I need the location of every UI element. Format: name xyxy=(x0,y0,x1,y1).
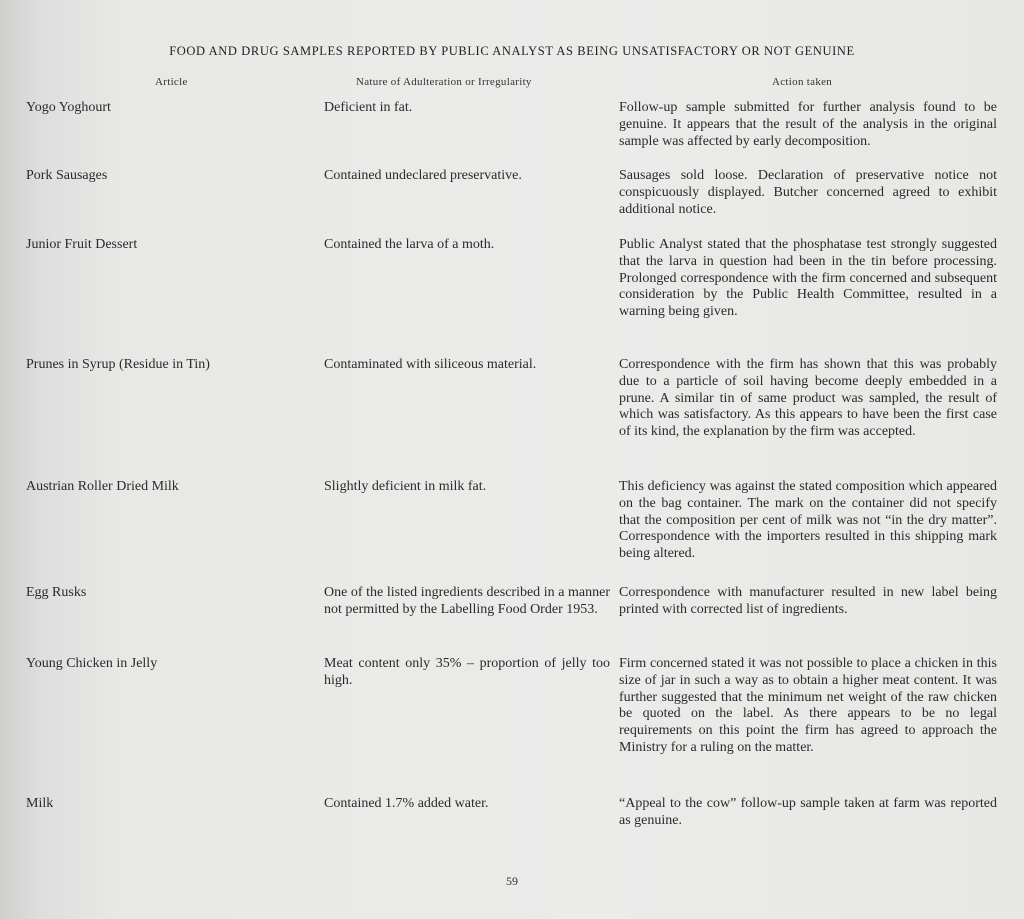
action-cell: Public Analyst stated that the phosphatase test strongly suggested that the larva in question had been in the tin before processing. Prolonged correspondence with the firm concerned and subsequent consideration by the Public Health Committee, resulted in a warning being given. xyxy=(619,237,997,320)
article-cell: Egg Rusks xyxy=(26,585,87,600)
nature-cell: Contained undeclared preservative. xyxy=(324,168,522,183)
column-header-action: Action taken xyxy=(772,76,833,88)
action-cell: Correspondence with the firm has shown that this was probably due to a particle of soil having become deeply embedded in a prune. A similar tin of same product was sampled, the result of which was satisfactory. As this appears to have been the first case of its kind, the explanation by the firm was accepted. xyxy=(619,357,997,440)
article-cell: Young Chicken in Jelly xyxy=(26,656,158,671)
column-header-article: Article xyxy=(155,76,188,88)
nature-cell: Contained 1.7% added water. xyxy=(324,796,489,811)
nature-cell: Contaminated with siliceous material. xyxy=(324,357,537,372)
article-cell: Austrian Roller Dried Milk xyxy=(26,479,179,494)
nature-cell: Deficient in fat. xyxy=(324,100,413,115)
article-cell: Junior Fruit Dessert xyxy=(26,237,138,252)
nature-cell: Slightly deficient in milk fat. xyxy=(324,479,487,494)
action-cell: Correspondence with manufacturer resulted in new label being printed with corrected list of ingredients. xyxy=(619,585,997,617)
article-cell: Yogo Yoghourt xyxy=(26,100,111,115)
action-cell: Follow-up sample submitted for further analysis found to be genuine. It appears that the result of the analysis in the original sample was affected by early decomposition. xyxy=(619,100,997,149)
action-cell: This deficiency was against the stated composition which appeared on the bag container. The mark on the container did not specify that the composition per cent of milk was not “in the dry matter”. Correspondence with the importers resulted in this shipping mark being altered. xyxy=(619,479,997,562)
nature-cell: One of the listed ingredients described in a manner not permitted by the Labelling Food Order 1953. xyxy=(324,585,610,617)
article-cell: Prunes in Syrup (Residue in Tin) xyxy=(26,357,210,372)
page-title: FOOD AND DRUG SAMPLES REPORTED BY PUBLIC ANALYST AS BEING UNSATISFACTORY OR NOT GENUINE xyxy=(169,44,855,58)
nature-cell: Meat content only 35% – proportion of jelly too high. xyxy=(324,656,610,688)
article-cell: Pork Sausages xyxy=(26,168,108,183)
article-cell: Milk xyxy=(26,796,54,811)
action-cell: Firm concerned stated it was not possible to place a chicken in this size of jar in such a way as to obtain a higher meat content. It was further suggested that the minimum net weight of the raw chicken be quoted on the label. As there appears to be no legal requirements on this point the firm has agreed to approach the Ministry for a ruling on the matter. xyxy=(619,656,997,755)
column-header-nature: Nature of Adulteration or Irregularity xyxy=(356,76,532,88)
nature-cell: Contained the larva of a moth. xyxy=(324,237,495,252)
action-cell: “Appeal to the cow” follow-up sample taken at farm was reported as genuine. xyxy=(619,796,997,828)
page-number: 59 xyxy=(506,874,518,888)
action-cell: Sausages sold loose. Declaration of preservative notice not conspicuously displayed. Butcher concerned agreed to exhibit additional notice. xyxy=(619,168,997,217)
